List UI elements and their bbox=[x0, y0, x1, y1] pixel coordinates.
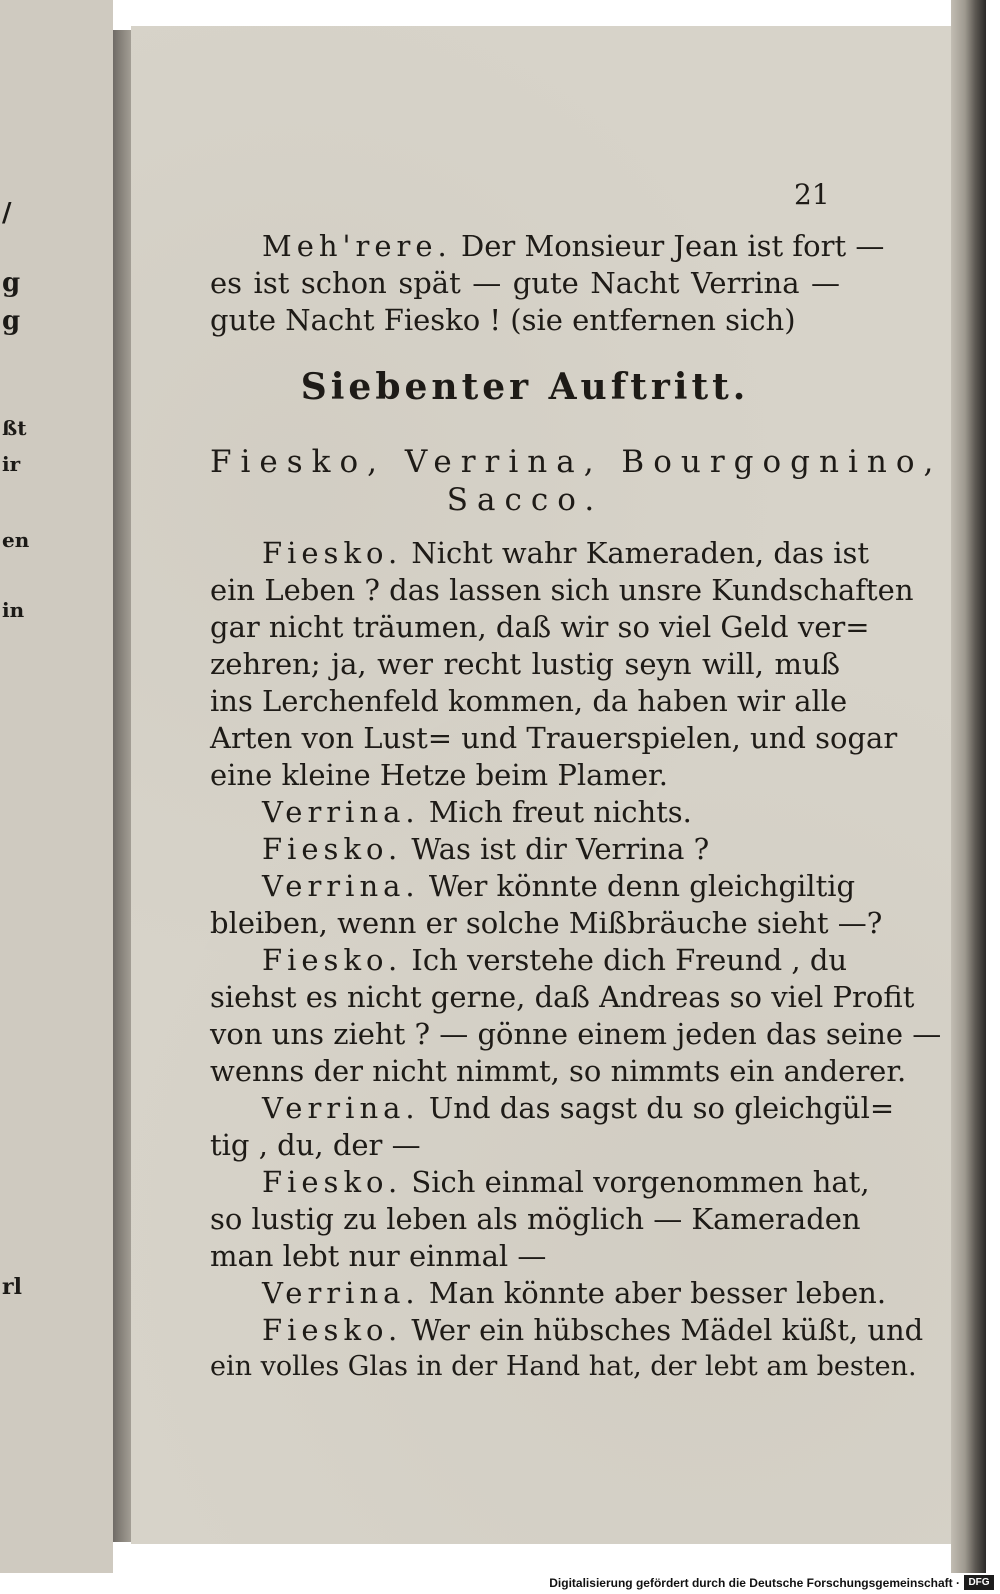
dfg-logo: DFG bbox=[964, 1575, 994, 1590]
dialogue-line: so lustig zu leben als möglich — Kameraden bbox=[210, 1202, 861, 1236]
digitization-credit: Digitalisierung gefördert durch die Deutsche Forschungsgemeinschaft · bbox=[549, 1576, 960, 1590]
dialogue-line: bleiben, wenn er solche Mißbräuche sieht —? bbox=[210, 906, 883, 940]
book-gutter bbox=[113, 30, 131, 1542]
speaker-name: Verrina. bbox=[262, 795, 420, 829]
intro-line-3: gute Nacht Fiesko ! (sie entfernen sich) bbox=[210, 303, 796, 337]
speech-text: Ich verstehe dich Freund , du bbox=[411, 943, 848, 977]
speaker-name: Verrina. bbox=[262, 1276, 420, 1310]
speaker-name: Verrina. bbox=[262, 869, 420, 903]
persons-line-1: Fiesko, Verrina, Bourgognino, bbox=[210, 444, 943, 480]
dialogue-line bbox=[210, 831, 840, 868]
persons-line-2: Sacco. bbox=[446, 482, 604, 518]
page-number: 21 bbox=[794, 178, 830, 211]
left-edge-letter: g bbox=[2, 306, 21, 336]
left-page-edge-letters bbox=[0, 0, 40, 1573]
dialogue-line: tig , du, der — bbox=[210, 1128, 421, 1162]
speech-text: Und das sagst du so gleichgül= bbox=[428, 1091, 895, 1125]
dialogue-line bbox=[210, 1275, 887, 1312]
dialogue-line: man lebt nur einmal — bbox=[210, 1239, 547, 1273]
dialogue-line: von uns zieht ? — gönne einem jeden das seine — bbox=[210, 1017, 942, 1051]
intro-line-2: es ist schon spät — gute Nacht Verrina — bbox=[210, 266, 840, 300]
speaker-name: Fiesko. bbox=[262, 832, 403, 866]
intro-line-1 bbox=[210, 228, 885, 265]
speech-text: Der Monsieur Jean ist fort — bbox=[461, 229, 885, 263]
speech-text: Mich freut nichts. bbox=[428, 795, 692, 829]
left-edge-letter: g bbox=[2, 268, 21, 298]
dialogue-line bbox=[210, 942, 848, 979]
speaker-name: Fiesko. bbox=[262, 943, 403, 977]
dialogue-line: ein Leben ? das lassen sich unsre Kundschaften bbox=[210, 573, 914, 607]
dialogue-line bbox=[210, 794, 840, 831]
dialogue-line bbox=[210, 868, 856, 905]
dialogue-line: gar nicht träumen, daß wir so viel Geld ver= bbox=[210, 610, 870, 644]
speaker-name: Fiesko. bbox=[262, 536, 403, 570]
dialogue-line bbox=[210, 1090, 895, 1127]
speech-text: Sich einmal vorgenommen hat, bbox=[411, 1165, 870, 1199]
dialogue-line: Arten von Lust= und Trauerspielen, und sogar bbox=[210, 721, 898, 755]
speech-text: Wer könnte denn gleichgiltig bbox=[428, 869, 856, 903]
speech-text: Nicht wahr Kameraden, das ist bbox=[411, 536, 870, 570]
speech-text: Was ist dir Verrina ? bbox=[411, 832, 710, 866]
left-edge-letter: in bbox=[2, 598, 25, 622]
dialogue-line: zehren; ja, wer recht lustig seyn will, muß bbox=[210, 647, 840, 681]
page-text-block bbox=[210, 228, 943, 1398]
left-page-fragment bbox=[0, 0, 113, 1573]
left-edge-letter: ir bbox=[2, 452, 21, 476]
speaker-name: Verrina. bbox=[262, 1091, 420, 1125]
dialogue-line: ein volles Glas in der Hand hat, der lebt am besten. bbox=[210, 1351, 917, 1382]
dialogue-line bbox=[210, 535, 870, 572]
scene-heading: Siebenter Auftritt. bbox=[300, 366, 750, 408]
left-edge-letter: / bbox=[2, 198, 12, 228]
dialogue-line bbox=[210, 1164, 870, 1201]
dialogue-line: eine kleine Hetze beim Plamer. bbox=[210, 758, 668, 792]
dialogue-line: siehst es nicht gerne, daß Andreas so viel Profit bbox=[210, 980, 915, 1014]
dialogue-line bbox=[210, 1312, 924, 1349]
left-edge-letter: ßt bbox=[2, 416, 27, 440]
left-edge-letter: rl bbox=[2, 1274, 22, 1300]
dialogue-line: ins Lerchenfeld kommen, da haben wir alle bbox=[210, 684, 848, 718]
speech-text: Man könnte aber besser leben. bbox=[428, 1276, 887, 1310]
page-edge-shadow bbox=[951, 0, 986, 1573]
speaker-name: Meh'rere. bbox=[262, 229, 452, 263]
left-edge-letter: en bbox=[2, 528, 30, 552]
speaker-name: Fiesko. bbox=[262, 1165, 403, 1199]
speech-text: Wer ein hübsches Mädel küßt, und bbox=[411, 1313, 924, 1347]
dialogue-line: wenns der nicht nimmt, so nimmts ein anderer. bbox=[210, 1054, 907, 1088]
speaker-name: Fiesko. bbox=[262, 1313, 403, 1347]
